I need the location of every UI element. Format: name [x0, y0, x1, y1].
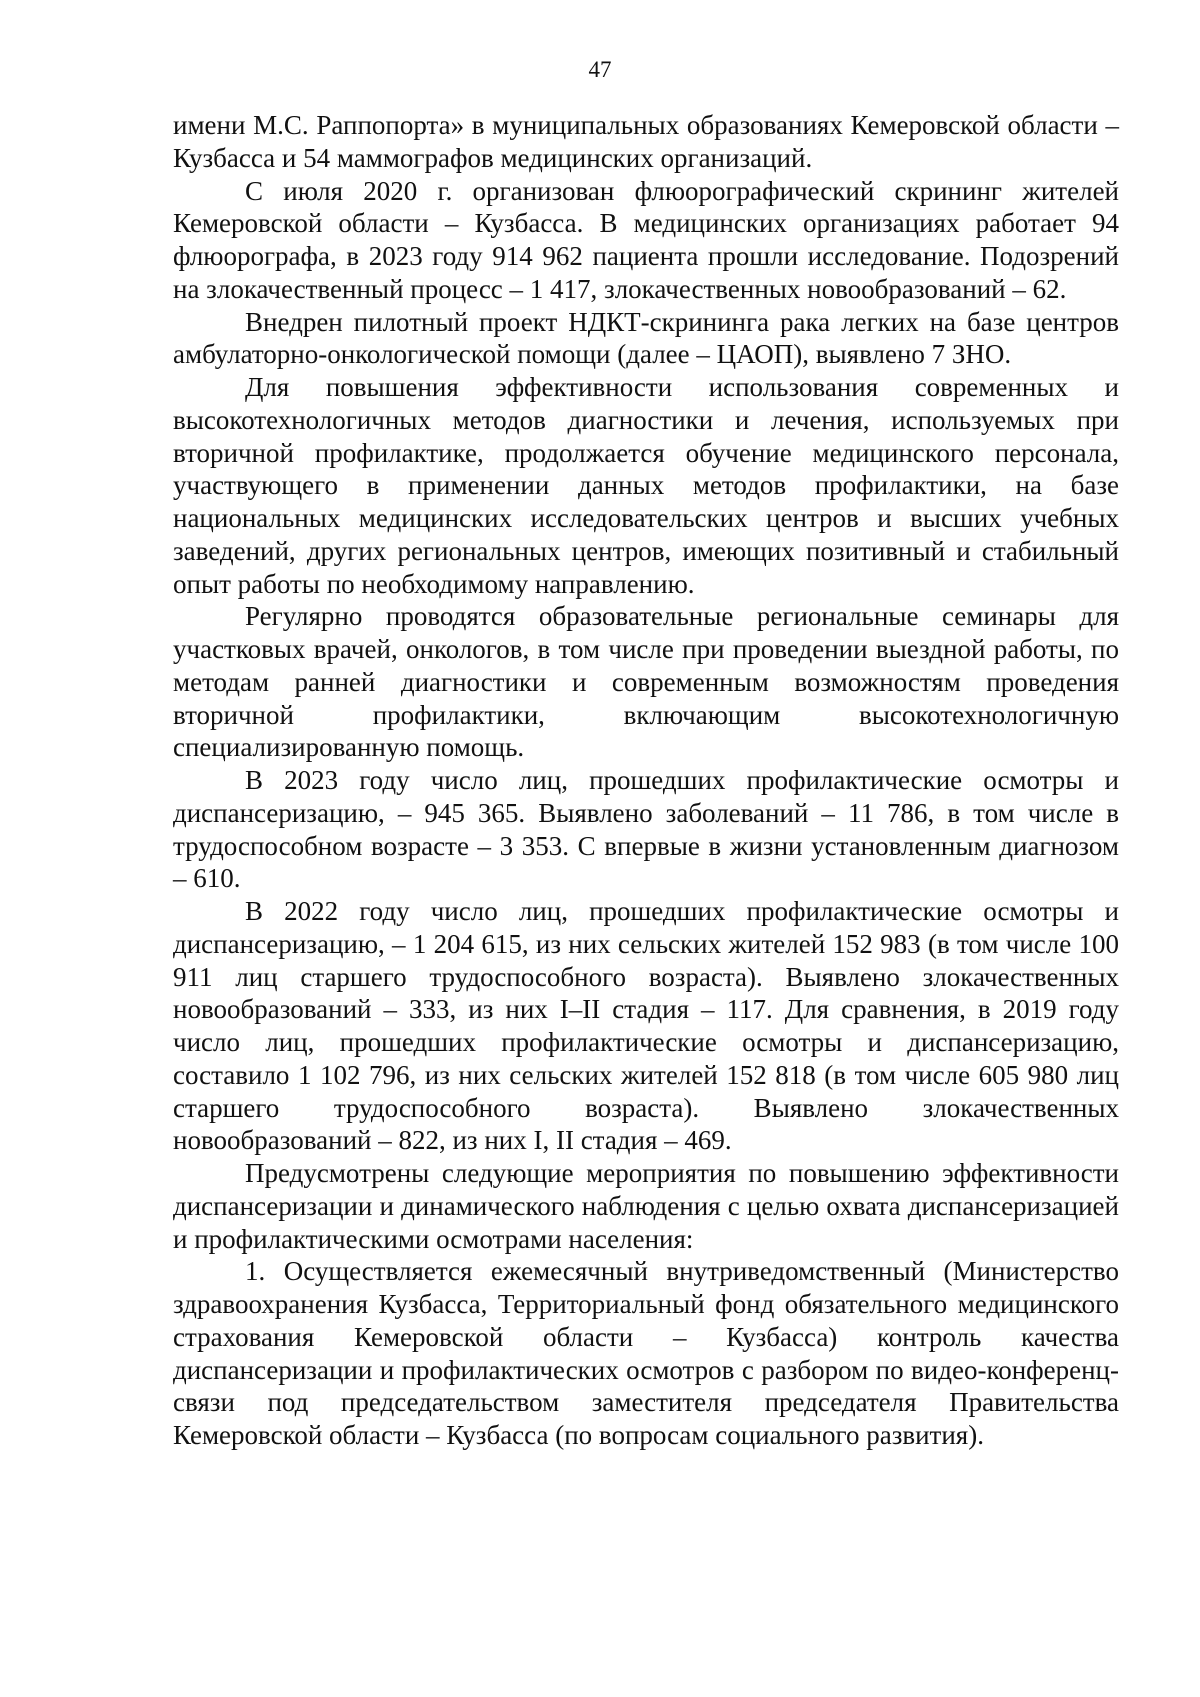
paragraph-continuation: имени М.С. Раппопорта» в муниципальных образованиях Кемеровской области – Кузбасса и 54 маммографов медицинских организаций. [173, 110, 1119, 173]
page-number: 47 [588, 57, 612, 82]
paragraph-fluorography-screening: С июля 2020 г. организован флюорографический скрининг жителей Кемеровской области – Кузбасса. В медицинских организациях работает 94 флюорографа, в 2023 году 914 962 пациента прошли исследование. Подозрений на злокачественный процесс – 1 417, злокачественных новообразований – 62. [173, 175, 1119, 304]
document-body [173, 109, 1119, 1452]
paragraph-2023-statistics: В 2023 году число лиц, прошедших профилактические осмотры и диспансеризацию, – 945 365. Выявлено заболеваний – 11 786, в том числе в трудоспособном возрасте – 3 353. С впервые в жизни установленным диагнозом – 610. [173, 765, 1119, 894]
paragraph-regional-seminars: Регулярно проводятся образовательные региональные семинары для участковых врачей, онкологов, в том числе при проведении выездной работы, по методам ранней диагностики и современным возможностям проведения вторичной профилактики, включающим высокотехнологичную специализированную помощь. [173, 601, 1119, 763]
paragraph-ndkt-screening: Внедрен пилотный проект НДКТ-скрининга рака легких на базе центров амбулаторно-онкологической помощи (далее – ЦАОП), выявлено 7 ЗНО. [173, 306, 1119, 370]
paragraph-planned-measures: Предусмотрены следующие мероприятия по повышению эффективности диспансеризации и динамического наблюдения с целью охвата диспансеризацией и профилактическими осмотрами населения: [173, 1158, 1119, 1254]
paragraph-2022-statistics: В 2022 году число лиц, прошедших профилактические осмотры и диспансеризацию, – 1 204 615, из них сельских жителей 152 983 (в том числе 100 911 лиц старшего трудоспособного возраста). Выявлено злокачественных новообразований – 333, из них I–II стадия – 117. Для сравнения, в 2019 году число лиц, прошедших профилактические осмотры и диспансеризацию, составило 1 102 796, из них сельских жителей 152 818 (в том числе 605 980 лиц старшего трудоспособного возраста). Выявлено злокачественных новообразований – 822, из них I, II стадия – 469. [173, 896, 1119, 1156]
paragraph-measure-1: 1. Осуществляется ежемесячный внутриведомственный (Министерство здравоохранения Кузбасса, Территориальный фонд обязательного медицинского страхования Кемеровской области – Кузбасса) контроль качества диспансеризации и профилактических осмотров с разбором по видео-конференц-связи под председательством заместителя председателя Правительства Кемеровской области – Кузбасса (по вопросам социального развития). [173, 1256, 1119, 1450]
paragraph-staff-training: Для повышения эффективности использования современных и высокотехнологичных методов диагностики и лечения, используемых при вторичной профилактике, продолжается обучение медицинского персонала, участвующего в применении данных методов профилактики, на базе национальных медицинских исследовательских центров и высших учебных заведений, других региональных центров, имеющих позитивный и стабильный опыт работы по необходимому направлению. [173, 372, 1119, 599]
